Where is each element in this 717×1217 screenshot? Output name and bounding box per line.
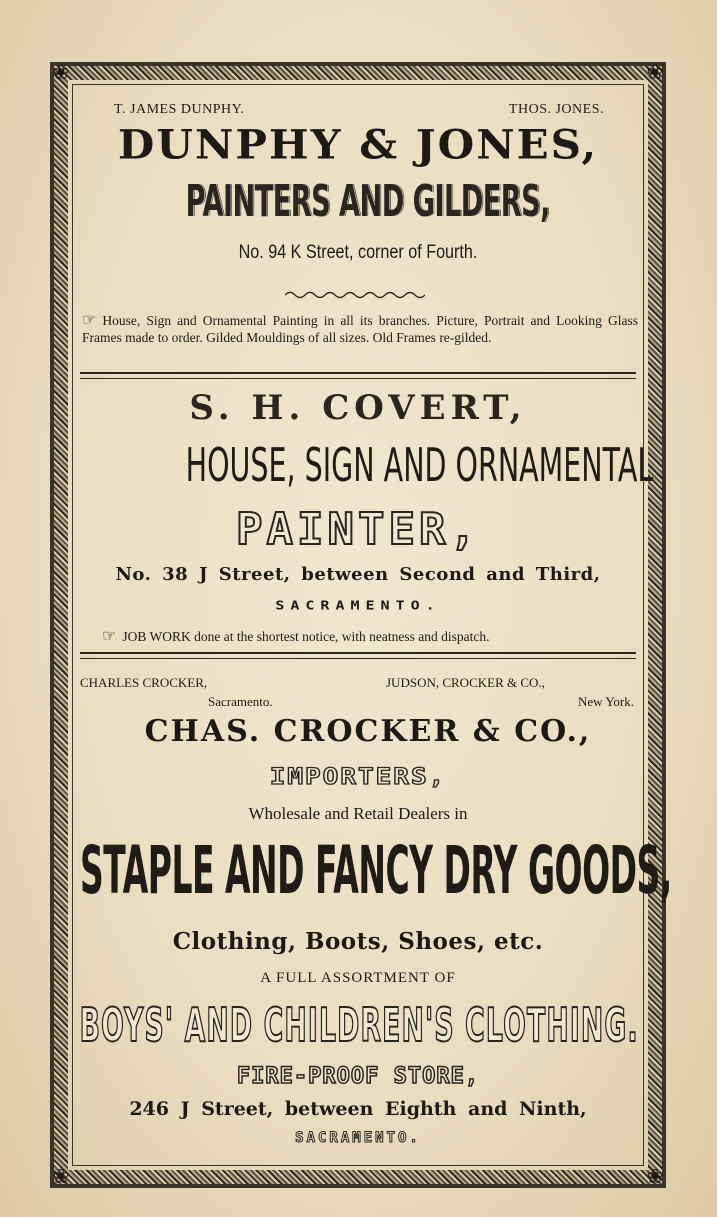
- pointing-hand-icon: ☞: [82, 312, 97, 329]
- crocker-place-left: Sacramento.: [208, 694, 273, 709]
- covert-trade: PAINTER,: [236, 504, 480, 555]
- section-divider: [80, 372, 636, 379]
- crocker-importers: IMPORTERS,: [269, 764, 447, 791]
- wave-divider: [285, 290, 425, 300]
- crocker-city: SACRAMENTO.: [295, 1130, 421, 1146]
- covert-title: S. H. COVERT,: [189, 388, 527, 428]
- crocker-name-right: JUDSON, CROCKER & CO.,: [386, 675, 545, 690]
- crocker-store: FIRE-PROOF STORE,: [236, 1064, 480, 1089]
- pointing-hand-icon: ☞: [102, 628, 117, 645]
- partner-left: T. JAMES DUNPHY.: [114, 102, 245, 117]
- crocker-partners: [80, 674, 636, 712]
- advertisement-content: [79, 92, 672, 1162]
- partner-names: [80, 102, 636, 122]
- dunphy-jones-address: No. 94 K Street, corner of Fourth.: [238, 242, 478, 263]
- crocker-goods: STAPLE AND FANCY DRY GOODS,: [80, 832, 672, 909]
- painters-gilders-subtitle: PAINTERS AND GILDERS,: [185, 176, 550, 227]
- section-divider: [80, 652, 636, 659]
- dunphy-jones-description: House, Sign and Ornamental Painting in all its branches. Picture, Portrait and Looking Glass Frames made to order. Gilded Mouldings of all sizes. Old Frames re-gilded.: [82, 313, 638, 345]
- corner-ornament-icon: ❀: [52, 62, 70, 84]
- covert-address: No. 38 J Street, between Second and Third,: [115, 564, 601, 585]
- crocker-address: 246 J Street, between Eighth and Ninth,: [129, 1098, 587, 1120]
- covert-city: SACRAMENTO.: [275, 598, 441, 613]
- covert-subtitle: HOUSE, SIGN AND ORNAMENTAL: [185, 438, 654, 492]
- covert-note-text: JOB WORK done at the shortest notice, with neatness and dispatch.: [122, 629, 490, 644]
- crocker-name-left: CHARLES CROCKER,: [80, 675, 208, 690]
- dunphy-jones-description-block: [80, 312, 640, 346]
- crocker-boys-clothing: BOYS' AND CHILDREN'S CLOTHING.: [79, 998, 639, 1052]
- crocker-clothing: Clothing, Boots, Shoes, etc.: [172, 928, 544, 955]
- partner-right: THOS. JONES.: [508, 102, 604, 117]
- corner-ornament-icon: ❀: [646, 62, 664, 84]
- crocker-place-right: New York.: [578, 694, 634, 709]
- corner-ornament-icon: ❀: [646, 1166, 664, 1188]
- crocker-assortment: A FULL ASSORTMENT OF: [260, 970, 456, 986]
- corner-ornament-icon: ❀: [52, 1166, 70, 1188]
- covert-job-note: [80, 626, 658, 646]
- crocker-title: CHAS. CROCKER & CO.,: [144, 714, 592, 749]
- dunphy-jones-title: DUNPHY & JONES,: [117, 121, 599, 168]
- crocker-dealers: Wholesale and Retail Dealers in: [248, 804, 468, 823]
